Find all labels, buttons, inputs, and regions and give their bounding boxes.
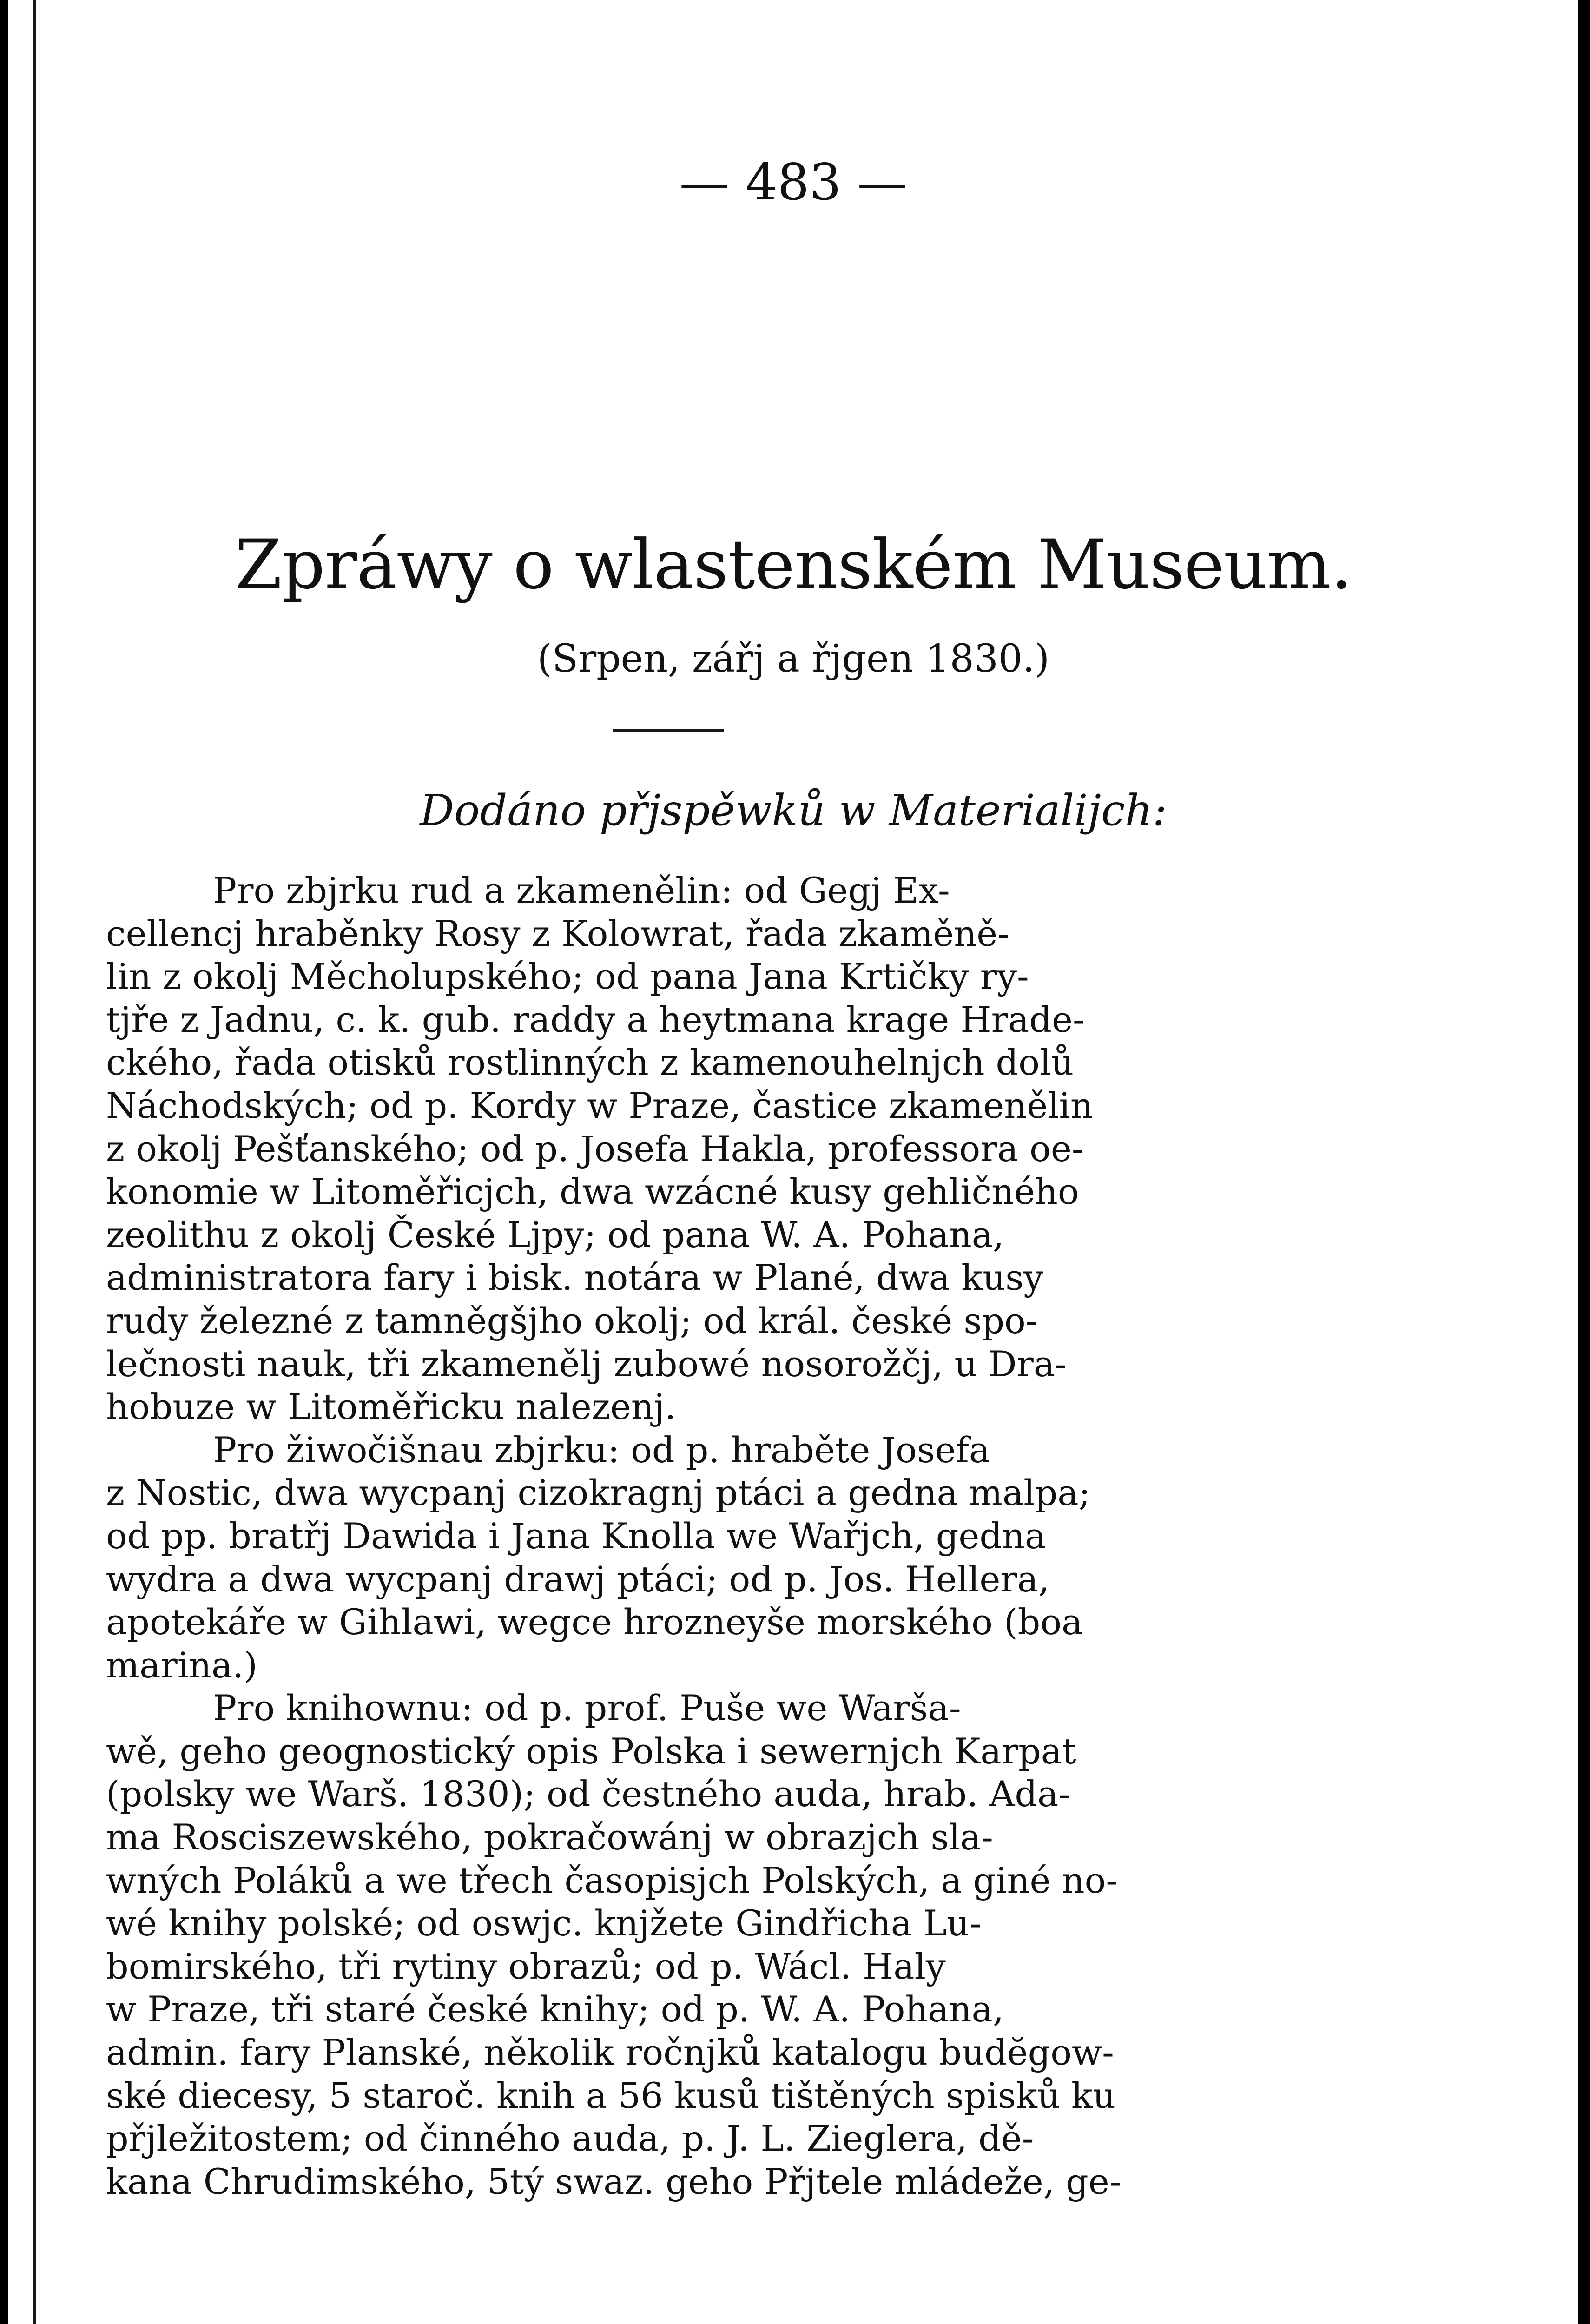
text-line: z okolj Pešťanského; od p. Josefa Hakla, professora oe- xyxy=(106,1128,1084,1169)
text-line: hobuze w Litoměřicku nalezenj. xyxy=(106,1386,676,1428)
text-line: Pro knihownu: od p. prof. Puše we Warša- xyxy=(213,1687,961,1729)
article-title: Zpráwy o wlastenském Museum. xyxy=(235,525,1352,604)
text-line: tjře z Jadnu, c. k. gub. raddy a heytmana krage Hrade- xyxy=(106,998,1085,1040)
text-line: wných Poláků a we třech časopisjch Polských, a giné no- xyxy=(106,1859,1118,1901)
section-heading: Dodáno přjspěwků w Materialijch: xyxy=(420,786,1167,835)
text-line: apotekáře w Gihlawi, wegce hrozneyše morského (boa xyxy=(106,1601,1083,1643)
text-line: wé knihy polské; od oswjc. knjžete Gindřicha Lu- xyxy=(106,1902,982,1944)
book-page xyxy=(8,0,1578,2324)
text-line: administratora fary i bisk. notára w Plané, dwa kusy xyxy=(106,1257,1044,1299)
text-line: přjležitostem; od činného auda, p. J. L. Zieglera, dě- xyxy=(106,2118,1034,2159)
text-line: Náchodských; od p. Kordy w Praze, častice zkamenělin xyxy=(106,1084,1093,1126)
text-line: zeolithu z okolj České Ljpy; od pana W. A. Pohana, xyxy=(106,1214,1004,1255)
text-line: rudy železné z tamněgšjho okolj; od král. české spo- xyxy=(106,1300,1038,1341)
text-line: od pp. bratřj Dawida i Jana Knolla we Wařjch, gedna xyxy=(106,1515,1046,1557)
text-line: admin. fary Planské, několik ročnjků katalogu budĕgow- xyxy=(106,2032,1114,2073)
text-line: cellencj hraběnky Rosy z Kolowrat, řada zkaměně- xyxy=(106,912,1009,954)
page-edge-line xyxy=(33,0,36,2324)
text-line: (polsky we Warš. 1830); od čestného auda, hrab. Ada- xyxy=(106,1773,1071,1815)
page-number: — 483 — xyxy=(679,153,908,211)
divider-rule xyxy=(613,729,724,732)
text-line: kana Chrudimského, 5tý swaz. geho Přjtele mládeže, ge- xyxy=(106,2160,1122,2202)
text-line: ské diecesy, 5 staroč. knih a 56 kusů tištěných spisků ku xyxy=(106,2074,1116,2116)
text-line: w Praze, tři staré české knihy; od p. W. A. Pohana, xyxy=(106,1988,1004,2030)
text-line: z Nostic, dwa wycpanj cizokragnj ptáci a gedna malpa; xyxy=(106,1472,1091,1514)
text-line: bomirského, tři rytiny obrazů; od p. Wácl. Haly xyxy=(106,1945,946,1987)
text-line: Pro žiwočišnau zbjrku: od p. hraběte Josefa xyxy=(213,1429,990,1471)
text-line: lečnosti nauk, tři zkamenělj zubowé nosorožčj, u Dra- xyxy=(106,1343,1067,1385)
text-line: ma Rosciszewského, pokračowánj w obrazjch sla- xyxy=(106,1816,993,1858)
article-subtitle: (Srpen, zářj a řjgen 1830.) xyxy=(537,637,1050,681)
article-body xyxy=(106,869,1266,2203)
text-line: marina.) xyxy=(106,1644,258,1686)
text-line: lin z okolj Měcholupského; od pana Jana Krtičky ry- xyxy=(106,956,1029,997)
text-line: konomie w Litoměřicjch, dwa wzácné kusy gehličného xyxy=(106,1171,1079,1213)
text-line: Pro zbjrku rud a zkamenělin: od Gegj Ex- xyxy=(213,870,950,911)
text-line: wydra a dwa wycpanj drawj ptáci; od p. Jos. Hellera, xyxy=(106,1558,1050,1600)
text-line: wě, geho geognostický opis Polska i sewernjch Karpat xyxy=(106,1730,1076,1772)
text-line: ckého, řada otisků rostlinných z kamenouhelnjch dolů xyxy=(106,1042,1074,1083)
